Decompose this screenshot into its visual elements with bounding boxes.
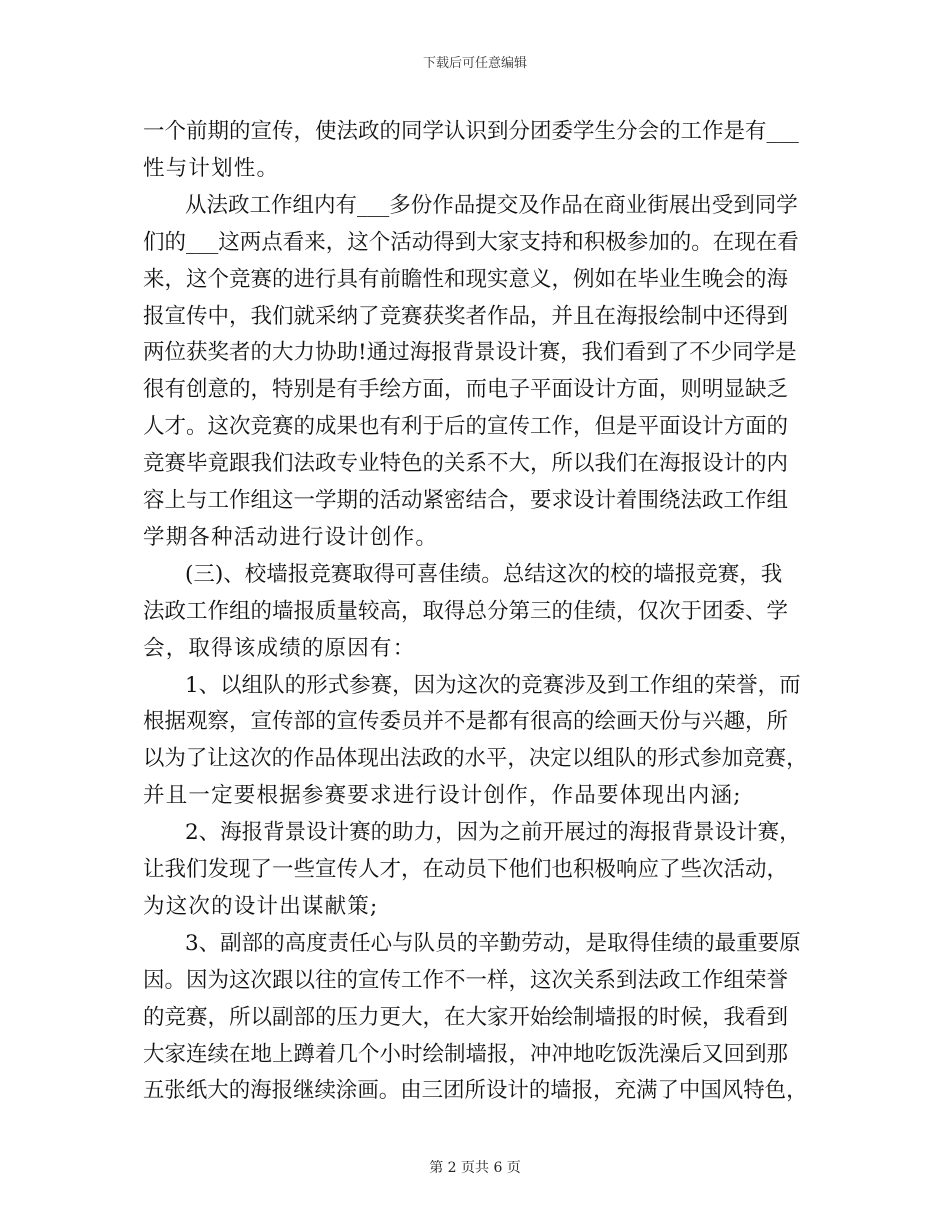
page-header-note: 下载后可任意编辑 — [422, 56, 527, 71]
text-line: 人才。这次竞赛的成果也有利于后的宣传工作，但是平面设计方面的 — [143, 414, 789, 439]
text-line: 为这次的设计出谋献策; — [143, 894, 379, 919]
text-line: 的竞赛，所以副部的压力更大，在大家开始绘制墙报的时候，我看到 — [143, 1005, 789, 1030]
text-line: 容上与工作组这一学期的活动紧密结合，要求设计着围绕法政工作组 — [143, 488, 789, 513]
text-line: 一个前期的宣传，使法政的同学认识到分团委学生分会的工作是有___ — [143, 119, 799, 144]
text-line: 学期各种活动进行设计创作。 — [143, 525, 439, 550]
text-line: 从法政工作组内有___多份作品提交及作品在商业街展出受到同学 — [185, 193, 798, 218]
text-line: 3、副部的高度责任心与队员的辛勤劳动，是取得佳绩的最重要原 — [185, 931, 801, 956]
text-line: 并且一定要根据参赛要求进行设计创作，作品要体现出内涵; — [143, 783, 742, 808]
text-line: 会，取得该成绩的原因有： — [143, 636, 416, 661]
text-line: 竞赛毕竟跟我们法政专业特色的关系不大，所以我们在海报设计的内 — [143, 451, 789, 476]
text-line: 因。因为这次跟以往的宣传工作不一样，这次关系到法政工作组荣誉 — [143, 968, 789, 993]
text-line: 两位获奖者的大力协助!通过海报背景设计赛，我们看到了不少同学是 — [143, 340, 797, 365]
text-line: 报宣传中，我们就采纳了竞赛获奖者作品，并且在海报绘制中还得到 — [143, 304, 789, 329]
text-line: 们的___这两点看来，这个活动得到大家支持和积极参加的。在现在看 — [143, 230, 799, 255]
text-line: (三)、校墙报竞赛取得可喜佳绩。总结这次的校的墙报竞赛，我 — [185, 562, 783, 587]
page-number-footer: 第 2 页共 6 页 — [429, 1160, 521, 1176]
text-line: 1、以组队的形式参赛，因为这次的竞赛涉及到工作组的荣誉，而 — [185, 673, 801, 698]
text-line: 根据观察，宣传部的宣传委员并不是都有很高的绘画天份与兴趣，所 — [143, 709, 789, 734]
text-line: 很有创意的，特别是有手绘方面，而电子平面设计方面，则明显缺乏 — [143, 377, 789, 402]
text-line: 五张纸大的海报继续涂画。由三团所设计的墙报，充满了中国风特色， — [143, 1078, 808, 1103]
text-line: 让我们发现了一些宣传人才，在动员下他们也积极响应了些次活动， — [143, 857, 789, 882]
text-line: 性与计划性。 — [143, 156, 280, 181]
text-line: 以为了让这次的作品体现出法政的水平，决定以组队的形式参加竞赛， — [143, 746, 808, 771]
text-line: 法政工作组的墙报质量较高，取得总分第三的佳绩，仅次于团委、学 — [143, 599, 789, 624]
text-line: 来，这个竞赛的进行具有前瞻性和现实意义，例如在毕业生晚会的海 — [143, 267, 789, 292]
text-line: 2、海报背景设计赛的助力，因为之前开展过的海报背景设计赛， — [185, 820, 801, 845]
text-line: 大家连续在地上蹲着几个小时绘制墙报，冲冲地吃饭洗澡后又回到那 — [143, 1042, 789, 1067]
